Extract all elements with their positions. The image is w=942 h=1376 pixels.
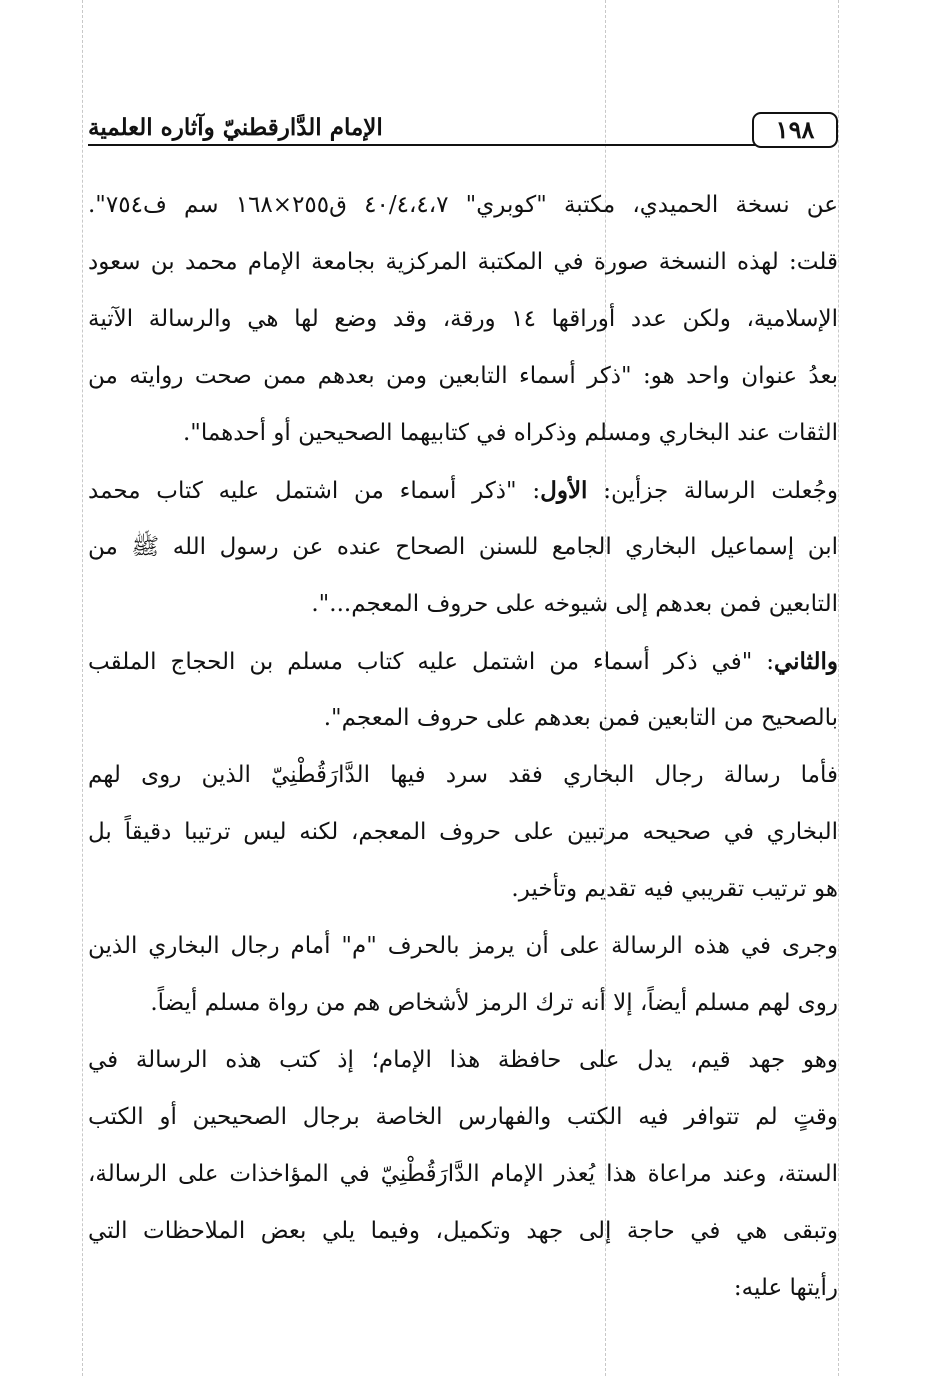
text-line: وجرى في هذه الرسالة على أن يرمز بالحرف "م" أمام رجال البخاري الذين <box>88 933 838 959</box>
text-line: روى لهم مسلم أيضاً، إلا أنه ترك الرمز لأشخاص هم من رواة مسلم أيضاً. <box>150 990 838 1016</box>
text-line: عن نسخة الحميدي، مكتبة "كوبري" ٤٠/٤،٤،٧ ق٢٥٥×١٦٨ سم ف٧٥٤". <box>88 192 838 218</box>
text-line: رأيتها عليه: <box>733 1275 838 1301</box>
text-line: هو ترتيب تقريبي فيه تقديم وتأخير. <box>511 876 838 902</box>
text-line: وجُعلت الرسالة جزأين: الأول: "ذكر أسماء من اشتمل عليه كتاب محمد <box>88 477 838 504</box>
text-line: الإسلامية، ولكن عدد أوراقها ١٤ ورقة، وقد وضع لها هي والرسالة الآتية <box>88 306 838 332</box>
text-line: وقتٍ لم تتوافر فيه الكتب والفهارس الخاصة برجال الصحيحين أو الكتب <box>88 1104 838 1130</box>
bold-term: والثاني <box>773 648 838 675</box>
text-line: الثقات عند البخاري ومسلم وذكراه في كتابيهما الصحيحين أو أحدهما". <box>182 420 838 446</box>
bold-term: الأول <box>540 477 588 504</box>
text-line: والثاني: "في ذكر أسماء من اشتمل عليه كتاب مسلم بن الحجاج الملقب <box>88 648 838 675</box>
text-line: التابعين فمن بعدهم إلى شيوخه على حروف المعجم...". <box>311 591 838 617</box>
text-line: فأما رسالة رجال البخاري فقد سرد فيها الدَّارَقُطْنِيّ الذين روى لهم <box>88 762 838 788</box>
text-line: بعدُ عنوان واحد هو: "ذكر أسماء التابعين ومن بعدهم ممن صحت روايته من <box>88 363 838 389</box>
column-guide-line <box>82 0 83 1376</box>
text-line: البخاري في صحيحه مرتبين على حروف المعجم، لكنه ليس ترتيبا دقيقاً بل <box>88 819 838 845</box>
text-line: وتبقى هي في حاجة إلى جهد وتكميل، وفيما يلي بعض الملاحظات التي <box>88 1218 838 1244</box>
header-rule <box>88 144 756 146</box>
text-line: بالصحيح من التابعين فمن بعدهم على حروف المعجم". <box>323 705 838 731</box>
body-text <box>88 177 838 1317</box>
text-line: الستة، وعند مراعاة هذا يُعذر الإمام الدَّارَقُطْنِيّ في المؤاخذات على الرسالة، <box>88 1161 838 1187</box>
page-number: ١٩٨ <box>752 112 838 148</box>
running-title: الإمام الدَّارقطنيّ وآثاره العلمية <box>88 114 383 141</box>
running-header <box>88 106 838 150</box>
text-line: ابن إسماعيل البخاري الجامع للسنن الصحاح عنده عن رسول الله ﷺ من <box>88 534 838 560</box>
text-line: وهو جهد قيم، يدل على حافظة هذا الإمام؛ إذ كتب هذه الرسالة في <box>88 1047 838 1073</box>
column-guide-line <box>838 0 839 1376</box>
text-line: قلت: لهذه النسخة صورة في المكتبة المركزية بجامعة الإمام محمد بن سعود <box>88 249 838 275</box>
